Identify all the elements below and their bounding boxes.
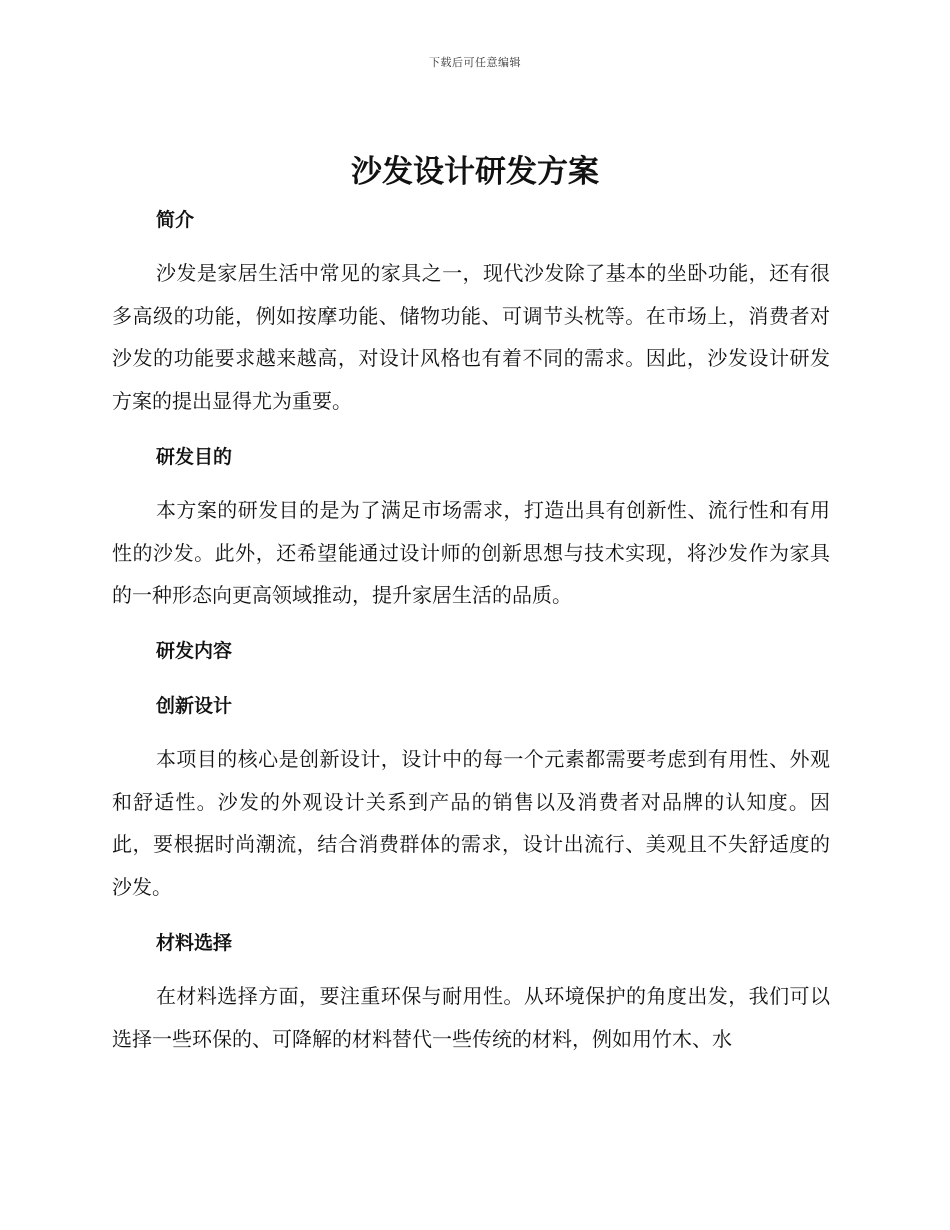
section-heading-purpose: 研发目的 bbox=[156, 446, 233, 468]
page-header: 下载后可任意编辑 bbox=[429, 56, 521, 69]
section-heading-innovation: 创新设计 bbox=[156, 695, 233, 717]
section-heading-intro: 简介 bbox=[156, 209, 195, 231]
section-paragraph-purpose: 本方案的研发目的是为了满足市场需求，打造出具有创新性、流行性和有用性的沙发。此外，还希望能通过设计师的创新思想与技术实现，将沙发作为家具的一种形态向更高领域推动，提升家居生活的品质。 bbox=[112, 498, 830, 607]
section-paragraph-innovation: 本项目的核心是创新设计，设计中的每一个元素都需要考虑到有用性、外观和舒适性。沙发的外观设计关系到产品的销售以及消费者对品牌的认知度。因此，要根据时尚潮流，结合消费群体的需求，设计出流行、美观且不失舒适度的沙发。 bbox=[112, 747, 830, 899]
section-paragraph-intro: 沙发是家居生活中常见的家具之一，现代沙发除了基本的坐卧功能，还有很多高级的功能，例如按摩功能、储物功能、可调节头枕等。在市场上，消费者对沙发的功能要求越来越高，对设计风格也有着不同的需求。因此，沙发设计研发方案的提出显得尤为重要。 bbox=[112, 261, 830, 413]
document-title: 沙发设计研发方案 bbox=[351, 154, 599, 190]
section-heading-content: 研发内容 bbox=[156, 640, 233, 662]
section-heading-materials: 材料选择 bbox=[156, 932, 233, 954]
section-paragraph-materials: 在材料选择方面，要注重环保与耐用性。从环境保护的角度出发，我们可以选择一些环保的、可降解的材料替代一些传统的材料，例如用竹木、水 bbox=[112, 984, 830, 1051]
